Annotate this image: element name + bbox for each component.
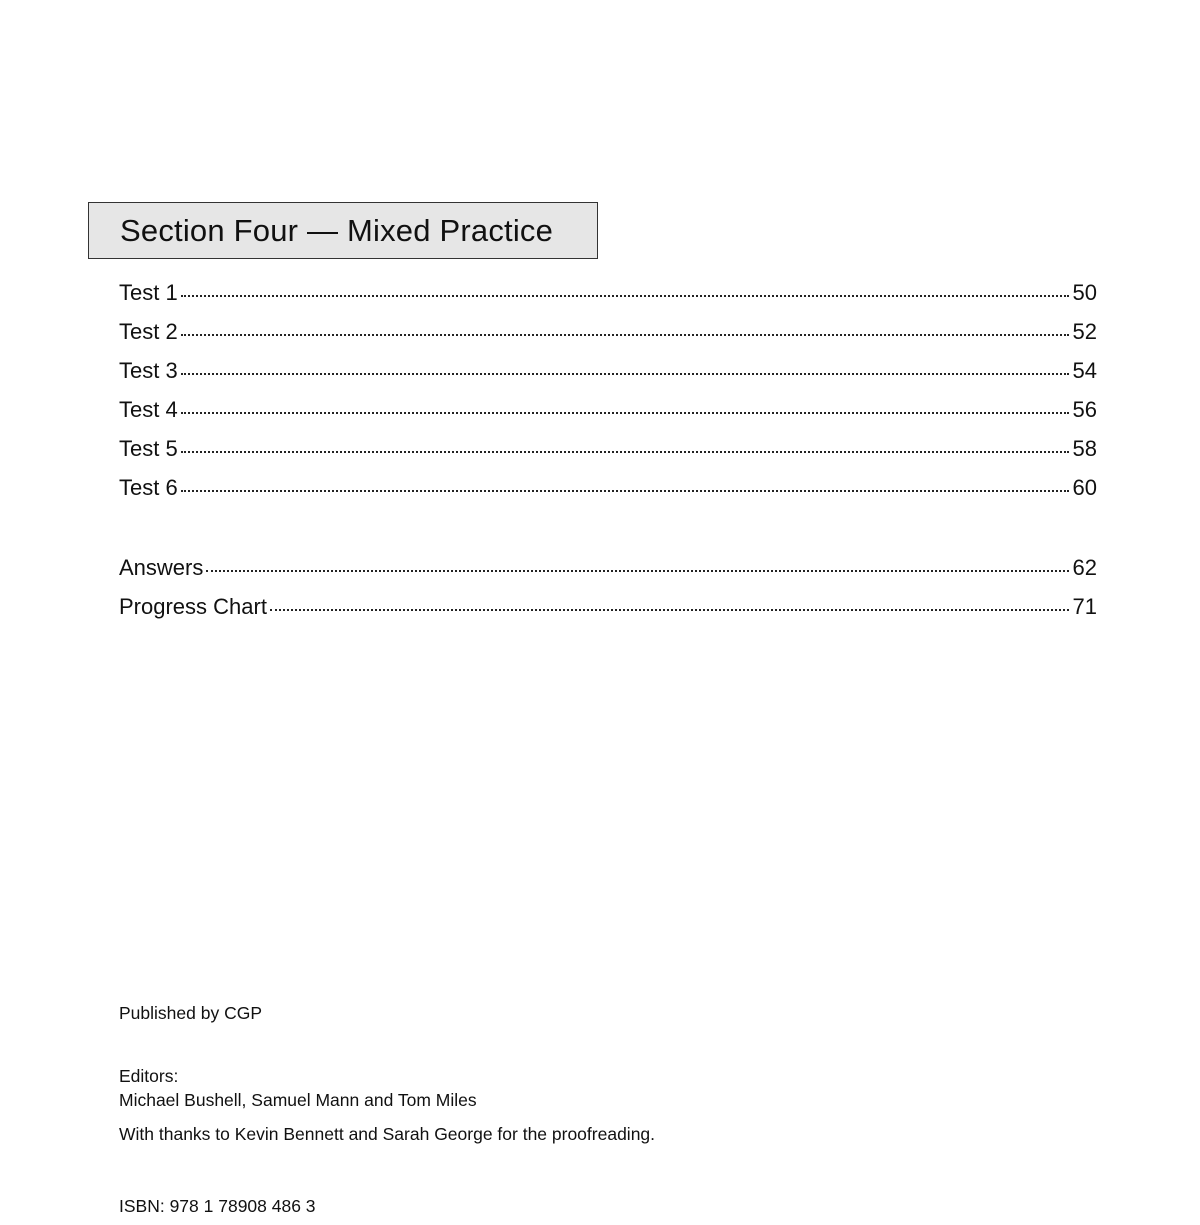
- editors-names: Michael Bushell, Samuel Mann and Tom Miles: [119, 1090, 477, 1110]
- dot-leader: [181, 332, 1069, 336]
- toc-entry-label: Test 1: [119, 280, 178, 305]
- toc-entry-test-6[interactable]: [119, 468, 1097, 507]
- toc-entry-label: Answers: [119, 555, 204, 580]
- publisher-credit: [119, 1003, 1019, 1024]
- toc-entry-page: 62: [1072, 555, 1097, 580]
- table-of-contents: [119, 273, 1097, 626]
- toc-entry-page: 58: [1072, 436, 1097, 461]
- dot-leader: [181, 410, 1069, 414]
- toc-entry-label: Progress Chart: [119, 594, 267, 619]
- toc-entry-label: Test 2: [119, 319, 178, 344]
- isbn-text: ISBN: 978 1 78908 486 3: [119, 1196, 316, 1216]
- toc-entry-label: Test 5: [119, 436, 178, 461]
- thanks-credit: [119, 1124, 1019, 1145]
- dot-leader: [181, 371, 1069, 375]
- dot-leader: [181, 293, 1069, 297]
- toc-entry-progress-chart[interactable]: [119, 587, 1097, 626]
- editors-heading: Editors:: [119, 1066, 179, 1086]
- toc-extras-group: [119, 548, 1097, 626]
- toc-entry-page: 50: [1072, 280, 1097, 305]
- toc-entry-test-1[interactable]: [119, 273, 1097, 312]
- toc-entry-answers[interactable]: [119, 548, 1097, 587]
- isbn-credit: [119, 1196, 1019, 1217]
- toc-entry-label: Test 3: [119, 358, 178, 383]
- dot-leader: [181, 488, 1069, 492]
- toc-entry-test-4[interactable]: [119, 390, 1097, 429]
- publisher-text: Published by CGP: [119, 1003, 262, 1023]
- toc-entry-test-5[interactable]: [119, 429, 1097, 468]
- toc-entry-page: 71: [1072, 594, 1097, 619]
- toc-tests-group: [119, 273, 1097, 507]
- toc-entry-label: Test 6: [119, 475, 178, 500]
- section-title: Section Four — Mixed Practice: [120, 212, 554, 248]
- toc-entry-label: Test 4: [119, 397, 178, 422]
- editors-credit: [119, 1064, 1019, 1112]
- dot-leader: [270, 607, 1069, 611]
- toc-entry-test-3[interactable]: [119, 351, 1097, 390]
- toc-entry-page: 60: [1072, 475, 1097, 500]
- toc-entry-page: 56: [1072, 397, 1097, 422]
- thanks-text: With thanks to Kevin Bennett and Sarah George for the proofreading.: [119, 1124, 656, 1144]
- toc-entry-test-2[interactable]: [119, 312, 1097, 351]
- dot-leader: [206, 568, 1068, 572]
- dot-leader: [181, 449, 1069, 453]
- toc-entry-page: 52: [1072, 319, 1097, 344]
- toc-entry-page: 54: [1072, 358, 1097, 383]
- section-header-box: [88, 202, 598, 259]
